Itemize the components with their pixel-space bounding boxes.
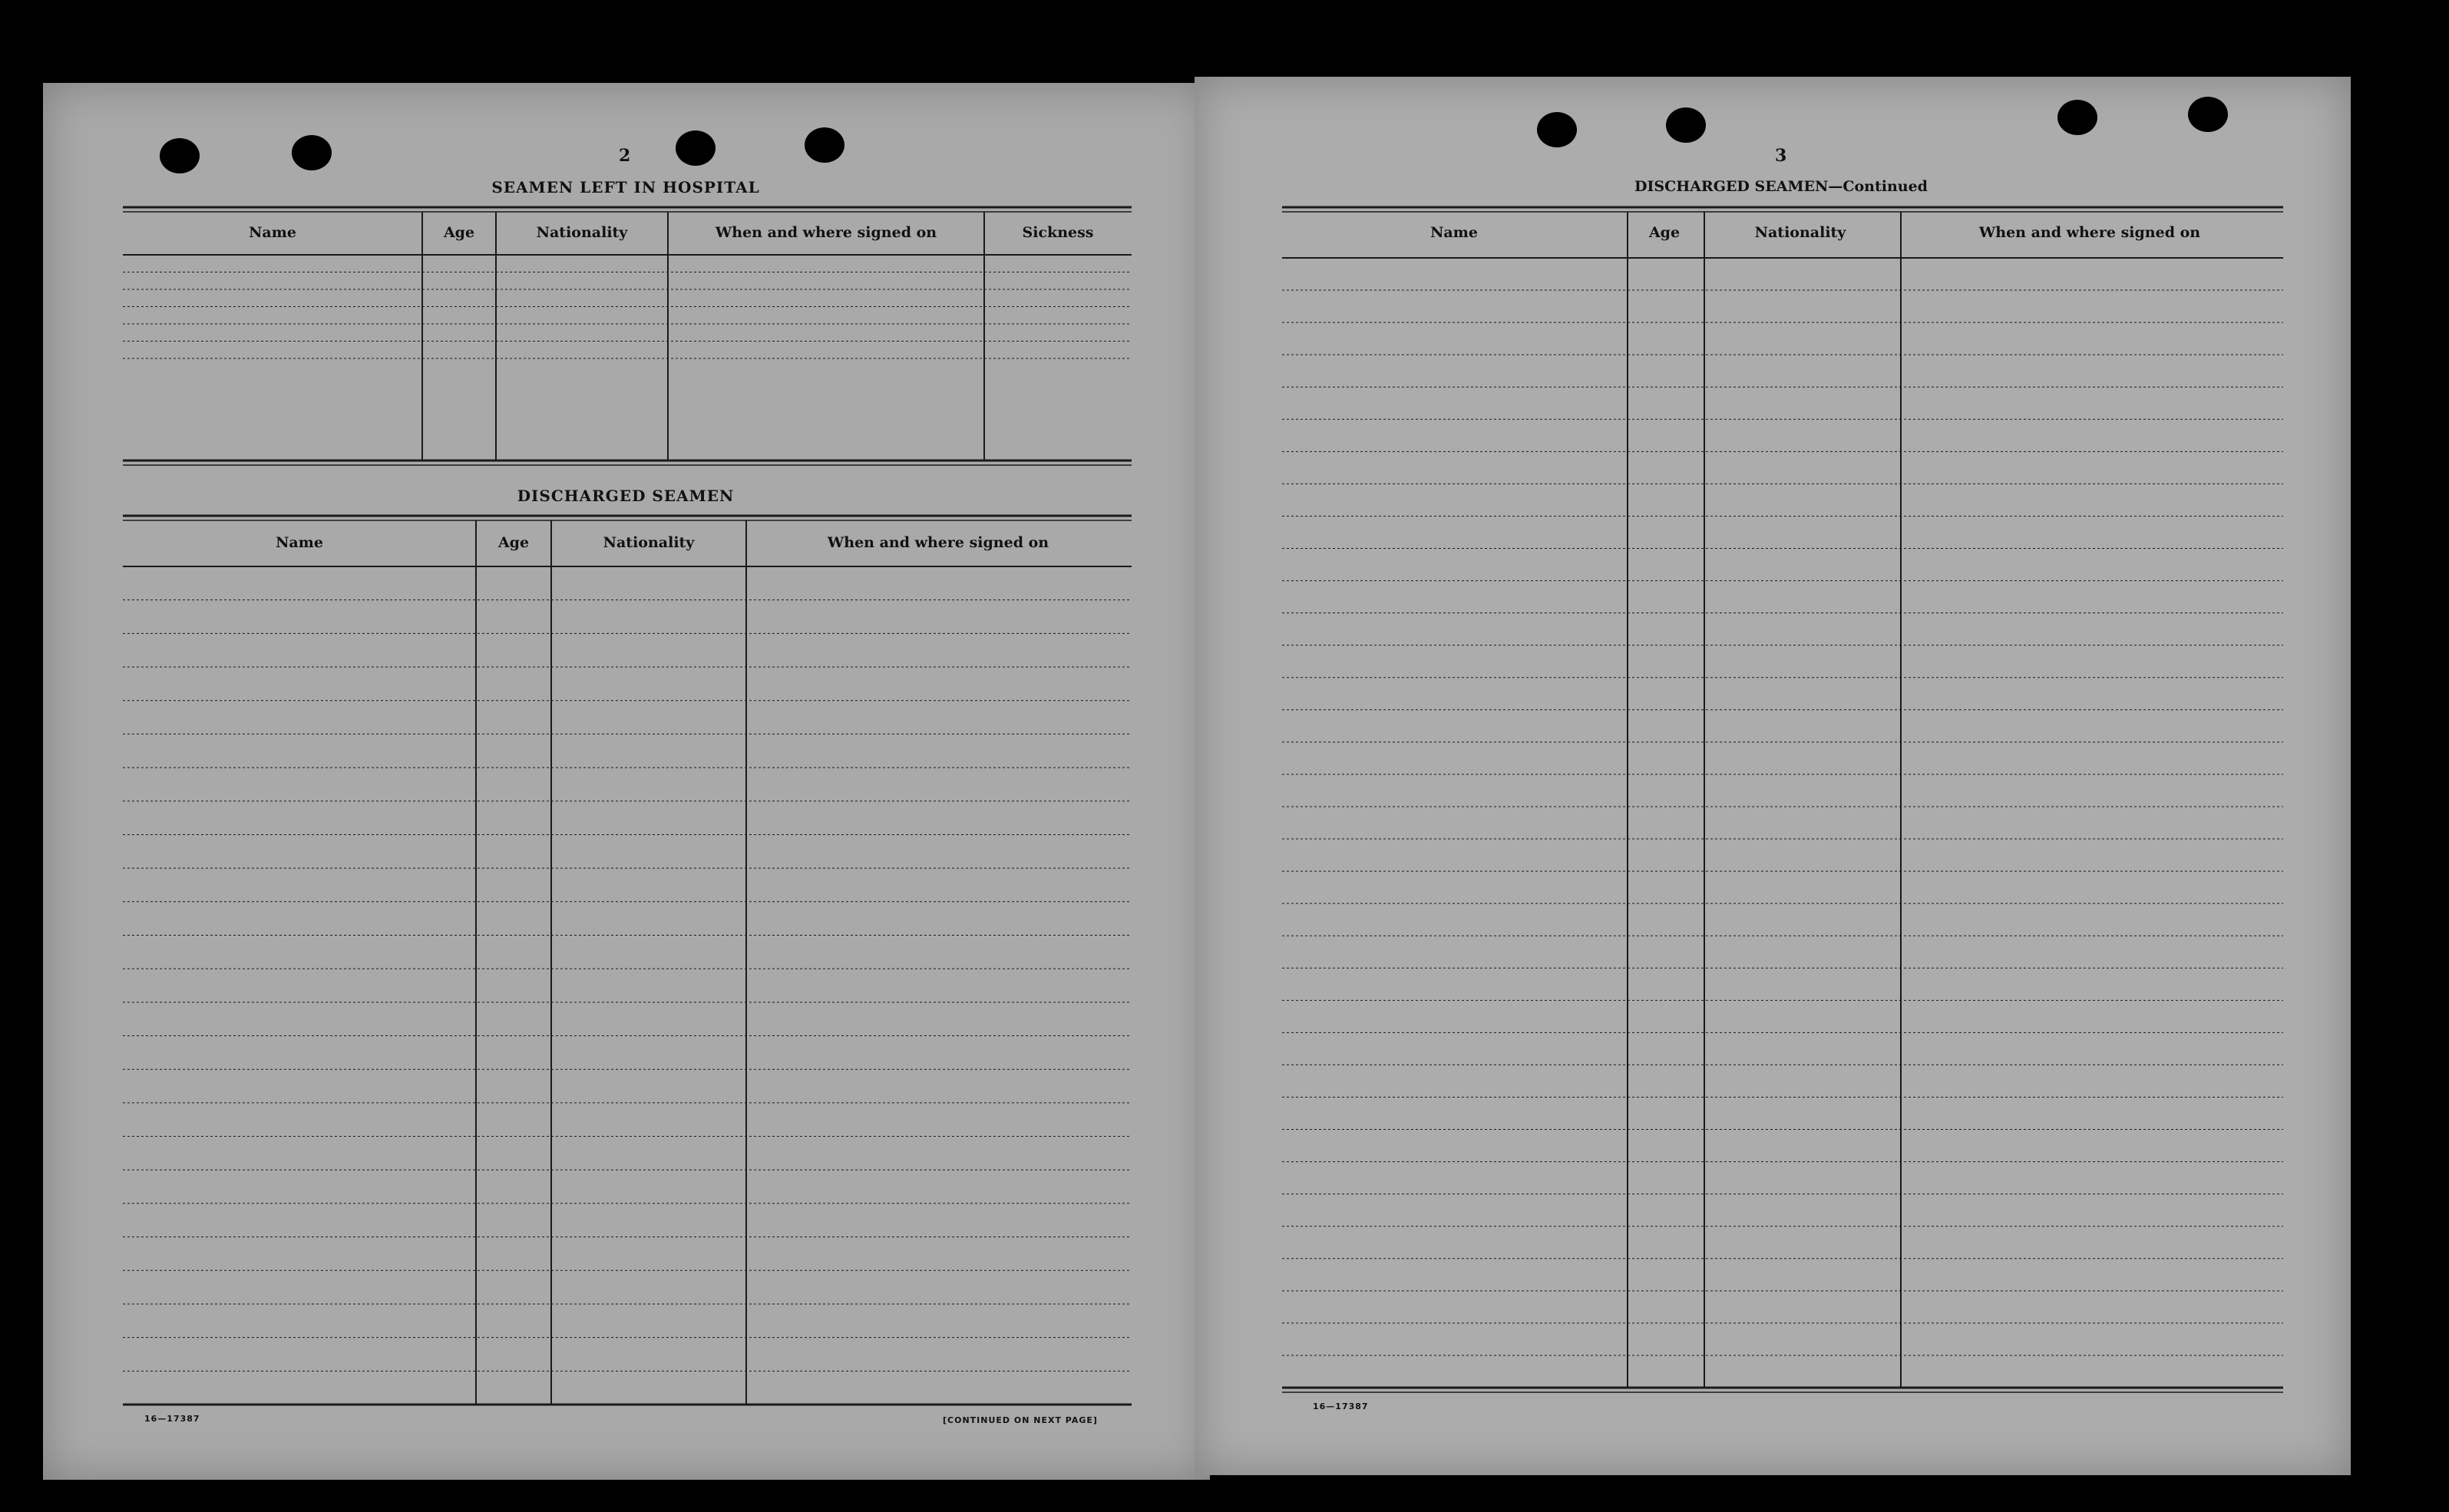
hospital-section-title: SEAMEN LEFT IN HOSPITAL <box>491 178 760 196</box>
page-number: 3 <box>1775 146 1787 166</box>
discharged-continued-title: DISCHARGED SEAMEN—Continued <box>1634 178 1928 195</box>
hospital-col-name: Name <box>249 224 296 241</box>
discharged-col-name: Name <box>276 534 323 551</box>
continued-col-age: Age <box>1648 224 1681 241</box>
discharged-col-signed-on: When and where signed on <box>827 534 1049 551</box>
form-number: 16—17387 <box>144 1414 200 1424</box>
continued-note: [CONTINUED ON NEXT PAGE] <box>943 1415 1098 1425</box>
continued-col-name: Name <box>1430 224 1478 241</box>
hospital-col-sickness: Sickness <box>1022 224 1094 241</box>
hospital-col-age: Age <box>443 224 475 241</box>
hospital-col-nationality: Nationality <box>536 224 628 241</box>
page-number: 2 <box>619 146 631 166</box>
hospital-col-signed-on: When and where signed on <box>715 224 937 241</box>
form-number: 16—17387 <box>1313 1401 1369 1411</box>
discharged-col-age: Age <box>497 534 530 551</box>
discharged-col-nationality: Nationality <box>603 534 695 551</box>
discharged-section-title: DISCHARGED SEAMEN <box>517 487 735 505</box>
continued-col-signed-on: When and where signed on <box>1978 224 2201 241</box>
continued-col-nationality: Nationality <box>1754 224 1846 241</box>
